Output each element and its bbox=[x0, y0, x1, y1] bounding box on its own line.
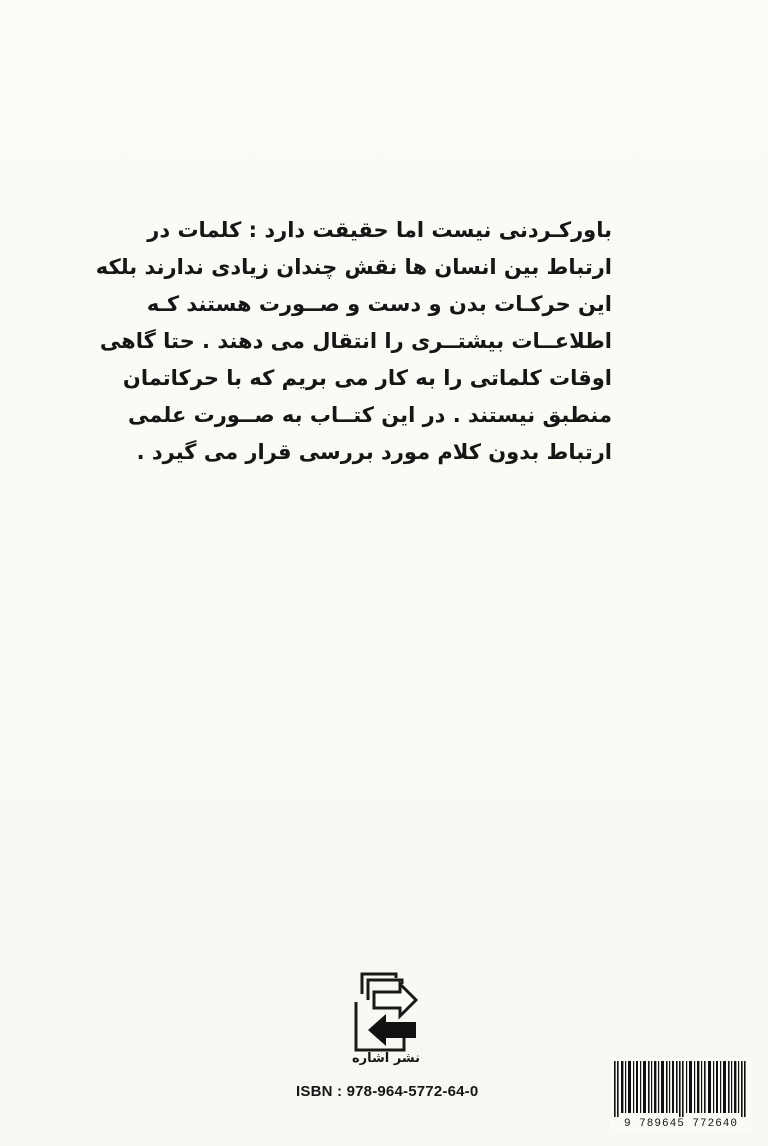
isbn-text: ISBN : 978-964-5772-64-0 bbox=[296, 1083, 479, 1100]
blurb-line: ارتباط بین انسان ها نقش چندان زیادی ندارند بلکه bbox=[95, 255, 612, 279]
barcode-bars bbox=[614, 1061, 748, 1117]
back-cover-blurb bbox=[95, 212, 612, 471]
blurb-line: ارتباط بدون کلام مورد بررسی قرار می گیرد . bbox=[136, 440, 612, 464]
blurb-line: اوقات کلماتی را به کار می بریم که با حرکاتمان bbox=[122, 366, 612, 390]
publisher-name: نشر اشاره bbox=[351, 1051, 420, 1066]
barcode-digits: 9 789645 772640 bbox=[623, 1118, 739, 1130]
isbn-barcode bbox=[610, 1058, 752, 1134]
blurb-line: باورکـردنی نیست اما حقیقت دارد : کلمات در bbox=[147, 218, 612, 242]
blurb-line: منطبق نیستند . در این کتــاب به صــورت علمی bbox=[128, 403, 612, 427]
blurb-line: این حرکـات بدن و دست و صــورت هستند کـه bbox=[146, 292, 612, 316]
blurb-line: اطلاعــات بیشتــری را انتقال می دهند . حتا گاهی bbox=[99, 329, 612, 353]
